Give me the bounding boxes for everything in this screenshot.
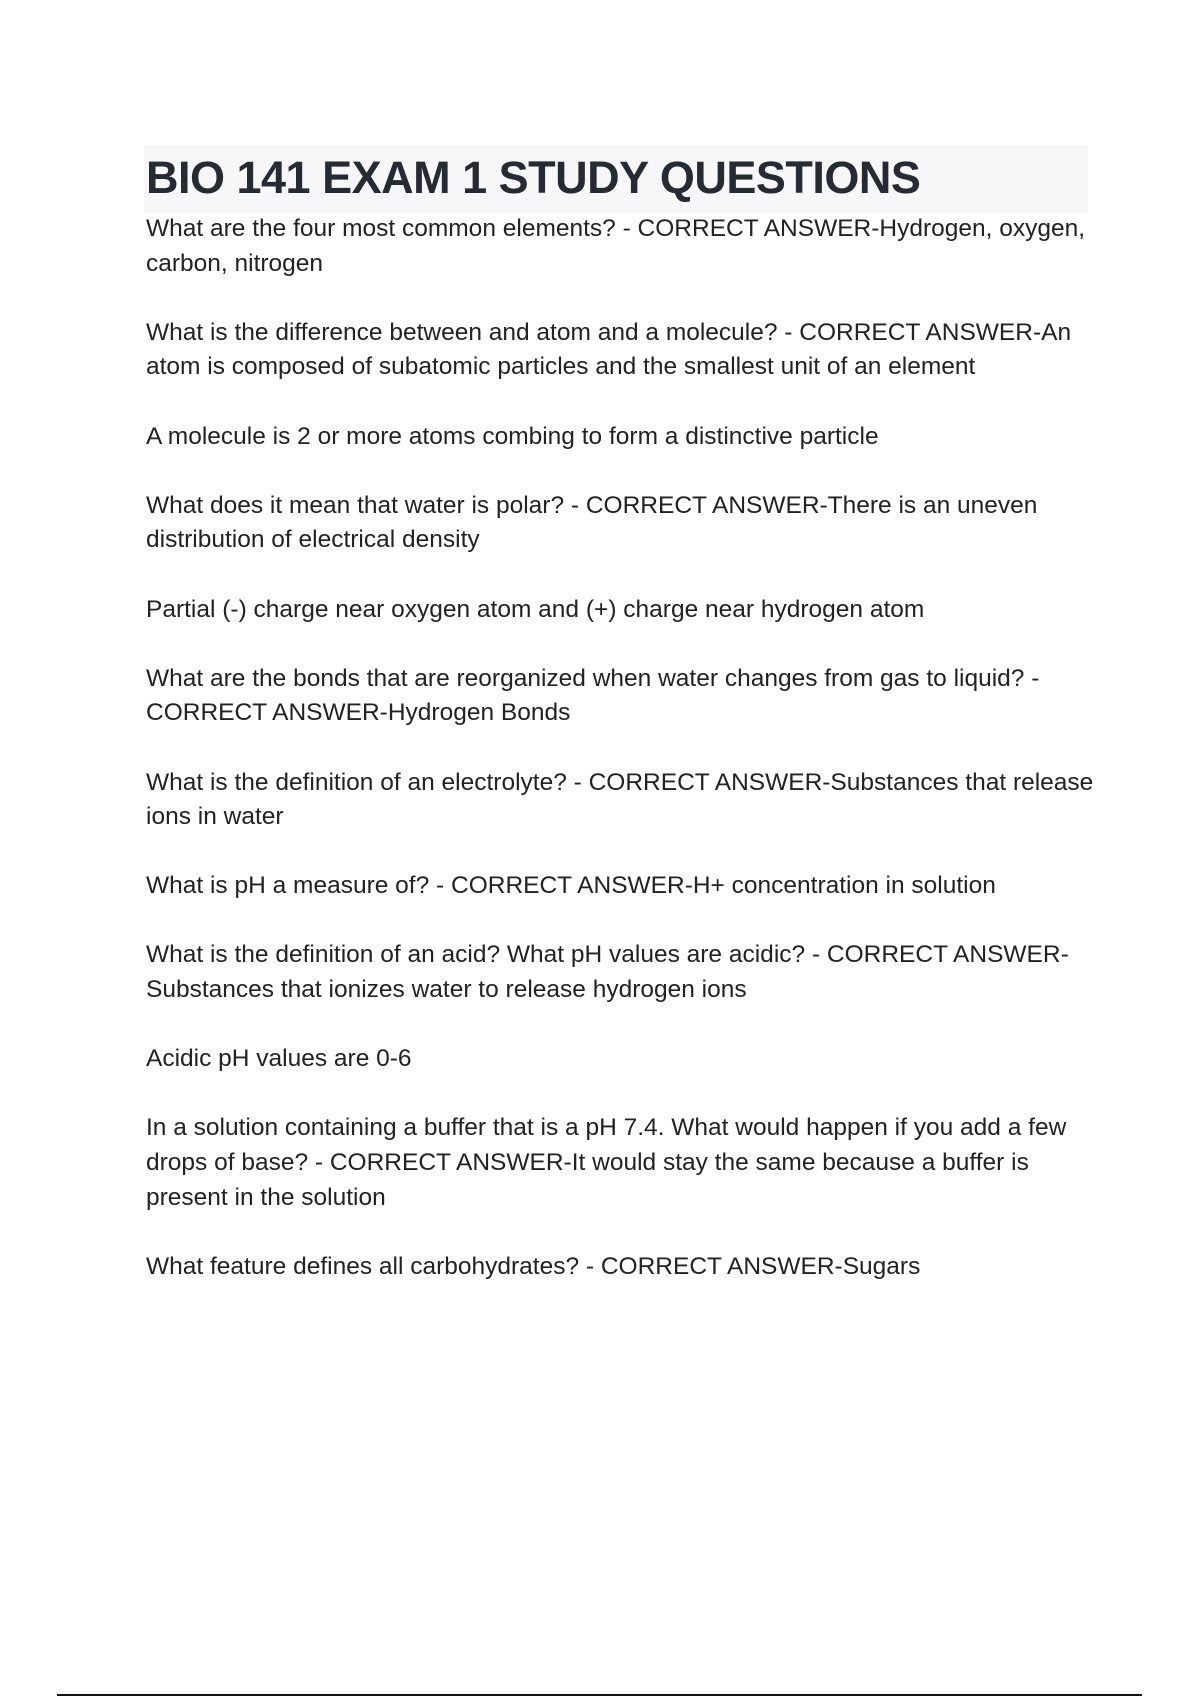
paragraph: What does it mean that water is polar? - CORRECT ANSWER-There is an uneven distribution of electrical density bbox=[146, 491, 1038, 554]
page-bottom-divider bbox=[57, 1694, 1142, 1696]
paragraph: What are the four most common elements? - CORRECT ANSWER-Hydrogen, oxygen, carbon, nitrogen bbox=[146, 215, 1086, 277]
paragraph: What is pH a measure of? - CORRECT ANSWER-H+ concentration in solution bbox=[146, 872, 996, 900]
document-body bbox=[146, 212, 1096, 1319]
paragraph: What are the bonds that are reorganized when water changes from gas to liquid? - CORRECT ANSWER-Hydrogen Bonds bbox=[146, 664, 1040, 727]
paragraph: What is the definition of an electrolyte? - CORRECT ANSWER-Substances that release ions in water bbox=[146, 768, 1094, 831]
paragraph: What is the difference between and atom and a molecule? - CORRECT ANSWER-An atom is composed of subatomic particles and the smallest unit of an element bbox=[146, 318, 1072, 381]
paragraph: In a solution containing a buffer that is a pH 7.4. What would happen if you add a few drops of base? - CORRECT ANSWER-It would stay the same because a buffer is present in the solution bbox=[146, 1114, 1067, 1211]
document-title: BIO 141 EXAM 1 STUDY QUESTIONS bbox=[146, 152, 921, 203]
paragraph: Acidic pH values are 0-6 bbox=[146, 1045, 412, 1073]
paragraph: A molecule is 2 or more atoms combing to form a distinctive particle bbox=[146, 422, 879, 450]
paragraph: What is the definition of an acid? What pH values are acidic? - CORRECT ANSWER-Substances that ionizes water to release hydrogen ions bbox=[146, 941, 1069, 1004]
paragraph: Partial (-) charge near oxygen atom and (+) charge near hydrogen atom bbox=[146, 595, 925, 623]
paragraph: What feature defines all carbohydrates? - CORRECT ANSWER-Sugars bbox=[146, 1252, 921, 1280]
